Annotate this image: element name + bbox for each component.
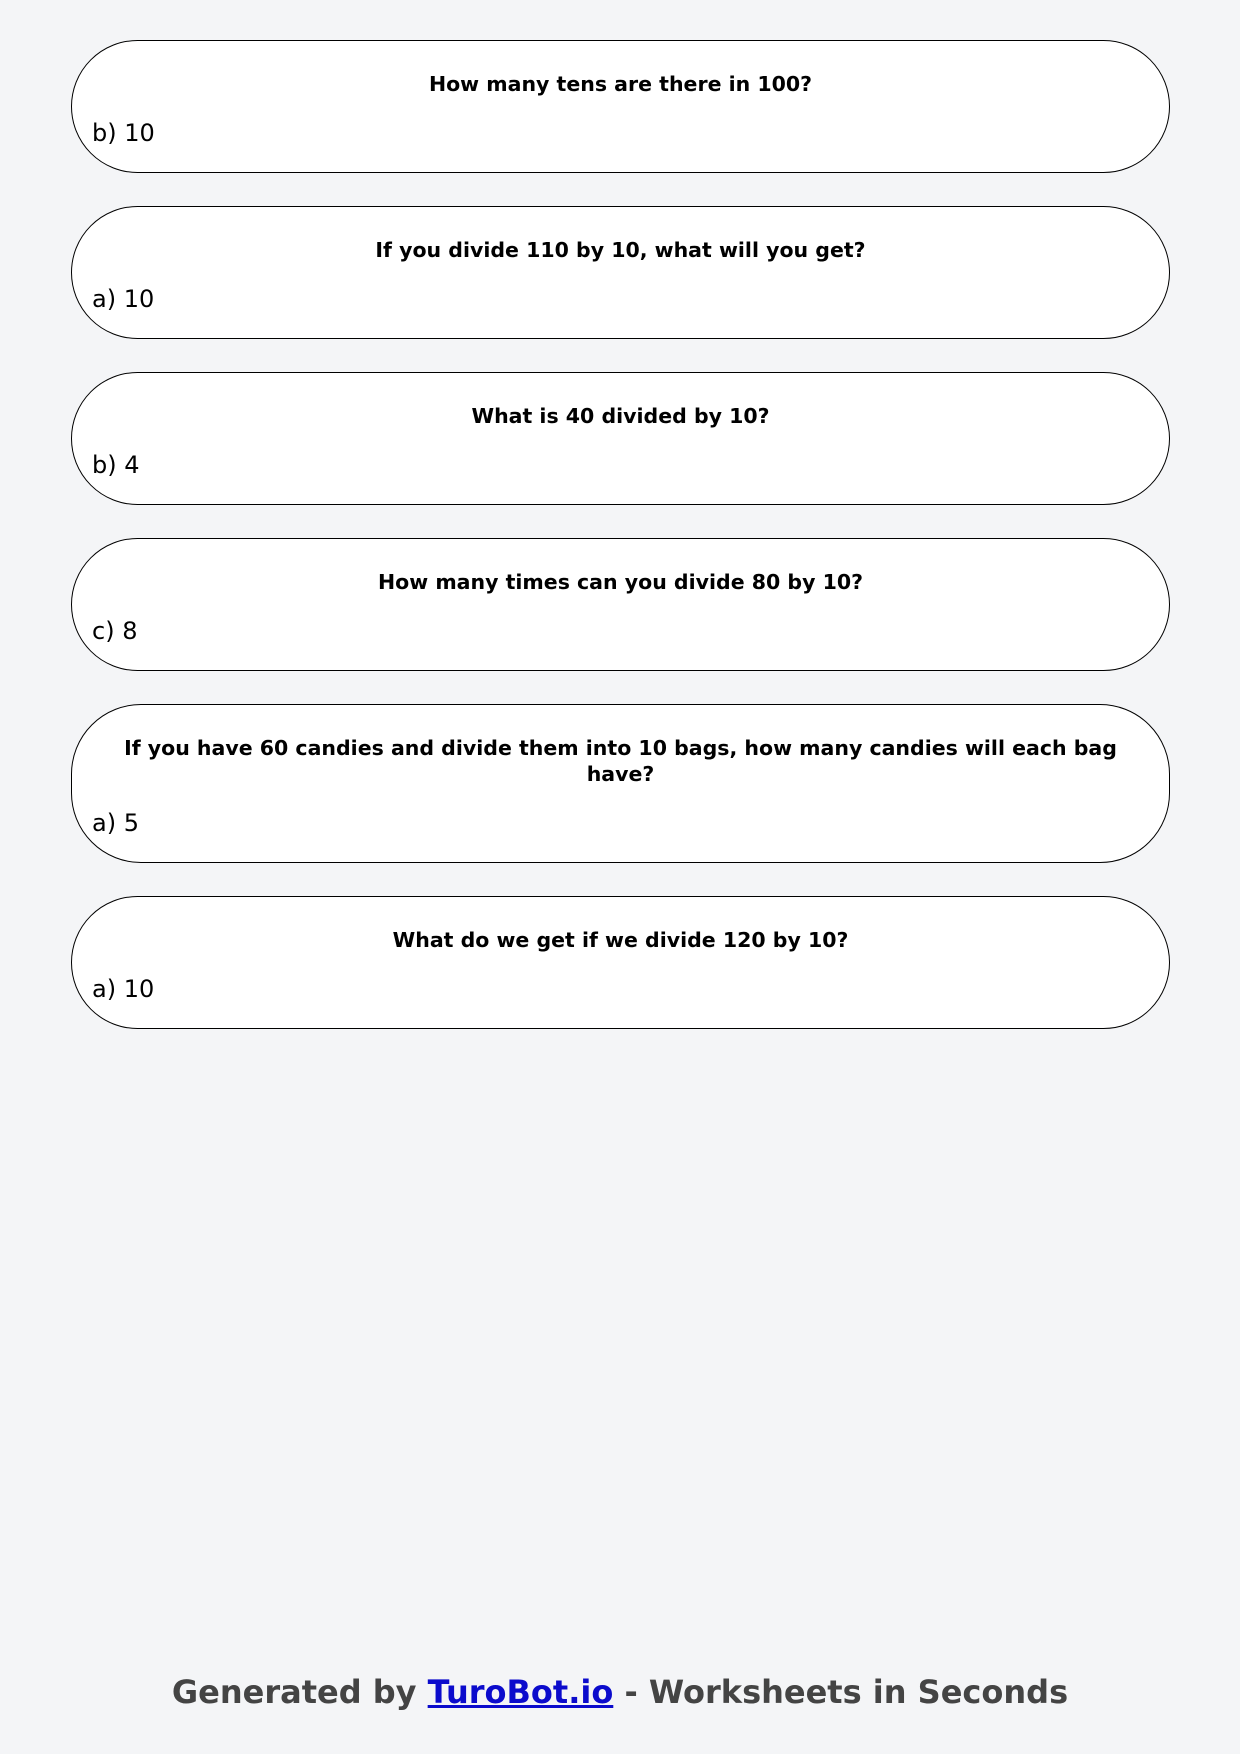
question-list [71, 40, 1170, 1062]
question-text: What is 40 divided by 10? [471, 404, 770, 428]
question-card [71, 538, 1170, 671]
question-card [71, 40, 1170, 173]
answer-text: a) 10 [92, 975, 155, 1003]
question-text: If you have 60 candies and divide them into 10 bags, how many candies will each bag have? [124, 736, 1117, 786]
footer-prefix: Generated by [171, 1673, 428, 1711]
question-text: What do we get if we divide 120 by 10? [392, 928, 849, 952]
answer-text: b) 4 [92, 451, 140, 479]
answer-text: a) 5 [92, 809, 139, 837]
turobot-link[interactable]: TuroBot.io [427, 1673, 614, 1711]
question-text: If you divide 110 by 10, what will you get? [375, 238, 866, 262]
answer-text: a) 10 [92, 285, 155, 313]
footer [0, 1672, 1240, 1712]
question-card [71, 896, 1170, 1029]
footer-suffix: - Worksheets in Seconds [613, 1673, 1069, 1711]
question-card [71, 704, 1170, 863]
question-text: How many tens are there in 100? [428, 72, 813, 96]
question-card [71, 206, 1170, 339]
answer-text: b) 10 [92, 119, 155, 147]
question-card [71, 372, 1170, 505]
question-text: How many times can you divide 80 by 10? [378, 570, 863, 594]
answer-text: c) 8 [92, 617, 138, 645]
